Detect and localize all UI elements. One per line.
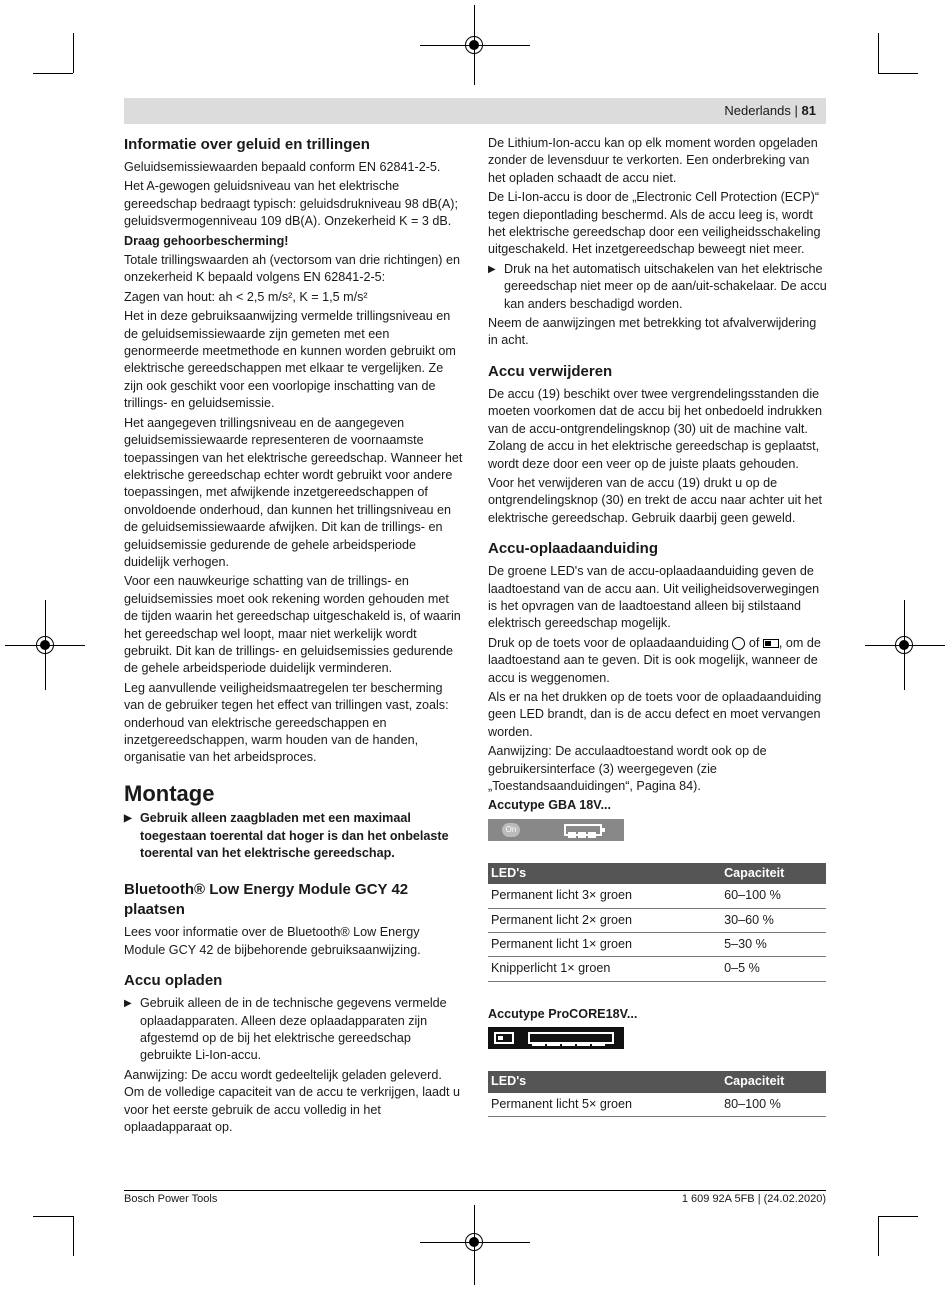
table-cell: Permanent licht 5× groen bbox=[488, 1093, 721, 1117]
crop-mark bbox=[73, 33, 74, 73]
battery-icon bbox=[763, 639, 779, 648]
table-cell: 60–100 % bbox=[721, 884, 826, 908]
table-cell: Knipperlicht 1× groen bbox=[488, 957, 721, 981]
paragraph bbox=[488, 635, 828, 687]
paragraph: Het aangegeven trillingsniveau en de aangegeven geluidsemissiewaarde representeren de voornaamste toepassingen van het elektrische gereedschap. Wanneer het elektrische gereedschap echter wordt gebruikt voor andere toepassingen, met afwijkende inzetgereedschappen of onvoldoende onderhoud, dan kunnen het trillingsniveau en de geluidsemissiewaarde afwijken. Dit kan de trillings- en geluidsemissie gedurende de gehele arbeidsperiode duidelijk verhogen. bbox=[124, 415, 463, 569]
table-cell: 5–30 % bbox=[721, 933, 826, 957]
paragraph: Voor een nauwkeurige schatting van de trillings- en geluidsemissies moet ook rekening worden gehouden met de tijden waarin het gereedschap uitgeschakeld is, of waarin het gereedschap wel loopt, maar niet werkelijk wordt gebruikt. Dit kan de trillings- en geluidsemissies gedurende de gehele arbeidsperiode duidelijk verminderen. bbox=[124, 574, 461, 676]
battery-icon bbox=[494, 1032, 514, 1044]
table-row bbox=[488, 908, 826, 932]
text-fragment: of bbox=[745, 635, 763, 650]
section-title-bluetooth: Bluetooth® Low Energy Module GCY 42 plaatsen bbox=[124, 881, 409, 919]
registration-mark-icon bbox=[36, 636, 54, 654]
charge-level-icon bbox=[528, 1032, 614, 1044]
header-separator: | bbox=[794, 103, 798, 118]
table-row bbox=[488, 884, 826, 908]
on-button-icon: On bbox=[502, 823, 520, 837]
paragraph: Zagen van hout: ah < 2,5 m/s², K = 1,5 m/s² bbox=[124, 289, 368, 304]
section-title-opladen: Accu opladen bbox=[124, 972, 223, 990]
led-table-procore bbox=[488, 1071, 826, 1117]
battery-gauge-illustration bbox=[488, 1027, 624, 1049]
table-row bbox=[488, 957, 826, 981]
paragraph: Als er na het drukken op de toets voor de oplaadaanduiding geen LED brandt, dan is de accu defect en moet vervangen worden. bbox=[488, 689, 822, 739]
paragraph: Geluidsemissiewaarden bepaald conform EN 62841-2-5. bbox=[124, 160, 441, 174]
section-title-geluid: Informatie over geluid en trillingen bbox=[124, 136, 370, 153]
registration-mark-icon bbox=[895, 636, 913, 654]
paragraph: Het in deze gebruiksaanwijzing vermelde trillingsniveau en de geluidsemissiewaarde zijn gemeten met een genormeerde meetmethode en kunnen worden gebruikt om elektrische gereedschappen met elkaar te vergelijken. Ze zijn ook geschikt voor een voorlopige inschatting van de trillings- en geluidsemissie. bbox=[124, 309, 456, 411]
paragraph: Neem de aanwijzingen met betrekking tot afvalverwijdering in acht. bbox=[488, 316, 817, 348]
table-header: Capaciteit bbox=[721, 863, 826, 884]
table-cell: Permanent licht 1× groen bbox=[488, 933, 721, 957]
paragraph: Totale trillingswaarden ah (vectorsom van drie richtingen) en onzekerheid K bepaald volgens EN 62841-2-5: bbox=[124, 253, 460, 285]
table-cell: 30–60 % bbox=[721, 908, 826, 932]
footer-brand: Bosch Power Tools bbox=[124, 1193, 218, 1205]
bullet-item: ▶ Druk na het automatisch uitschakelen van het elektrische gereedschap niet meer op de aan/uit-schakelaar. De accu kan anders beschadigd worden. bbox=[488, 261, 828, 313]
text-fragment: Druk op de toets voor de oplaadaanduiding bbox=[488, 635, 733, 650]
right-column bbox=[488, 135, 828, 1117]
table-row bbox=[488, 1093, 826, 1117]
section-title-oplaadaanduiding: Accu-oplaadaanduiding bbox=[488, 540, 659, 558]
bullet-item: ▶ Gebruik alleen de in de technische gegevens vermelde oplaadapparaten. Alleen deze oplaadapparaten zijn afgestemd op de bij het elektrische gereedschap gebruikte Li-Ion-accu. bbox=[124, 995, 464, 1065]
section-title-verwijderen: Accu verwijderen bbox=[488, 362, 613, 380]
page-header bbox=[124, 98, 826, 124]
table-cell: Permanent licht 3× groen bbox=[488, 884, 721, 908]
text-fragment: , om de laadtoestand aan te geven. Dit is ook mogelijk, wanneer de accu is weggenomen. bbox=[488, 635, 821, 685]
battery-gauge-illustration bbox=[488, 819, 624, 841]
paragraph: De Li-Ion-accu is door de „Electronic Cell Protection (ECP)“ tegen diepontlading beschermd. Als de accu leeg is, wordt het elektrische gereedschap door een veiligheidsschakeling uitgeschakeld. Het inzetgereedschap beweegt niet meer. bbox=[488, 190, 821, 257]
table-cell: 80–100 % bbox=[721, 1093, 826, 1117]
battery-type-label: Accutype ProCORE18V... bbox=[488, 1006, 638, 1021]
footer-divider bbox=[124, 1190, 826, 1191]
crop-mark bbox=[73, 1216, 74, 1256]
table-cell: 0–5 % bbox=[721, 957, 826, 981]
paragraph: Leg aanvullende veiligheidsmaatregelen ter bescherming van de gebruiker tegen het effect van trillingen vast, zoals: onderhoud van elektrische gereedschappen en inzetgereedschappen, warm houden van de handen, organisatie van het arbeidsproces. bbox=[124, 680, 449, 765]
paragraph: Voor het verwijderen van de accu (19) drukt u op de ontgrendelingsknop (30) en trekt de accu naar achter uit het elektrische gereedschap. Gebruik daarbij geen geweld. bbox=[488, 475, 822, 525]
paragraph: De Lithium-Ion-accu kan op elk moment worden opgeladen zonder de levensduur te verkorten. Een onderbreking van het opladen schaadt de accu niet. bbox=[488, 136, 818, 185]
crop-mark bbox=[878, 1216, 918, 1217]
charge-button-icon bbox=[732, 637, 745, 650]
paragraph: De groene LED's van de accu-oplaadaanduiding geven de laadtoestand van de accu aan. Uit veiligheidsoverwegingen is het opvragen van de laadtoestand alleen bij stilstaand elektrisch gereedschap mogelijk. bbox=[488, 564, 820, 631]
paragraph-bold: Draag gehoorbescherming! bbox=[124, 233, 289, 248]
crop-mark bbox=[33, 1216, 73, 1217]
header-text bbox=[724, 103, 816, 118]
led-table-gba bbox=[488, 863, 826, 982]
paragraph: Lees voor informatie over de Bluetooth® Low Energy Module GCY 42 de bijbehorende gebruiksaanwijzing. bbox=[124, 925, 421, 957]
crop-mark bbox=[878, 1216, 879, 1256]
bullet-item: ▶ Gebruik alleen zaagbladen met een maximaal toegestaan toerental dat hoger is dan het onbelaste toerental van het elektrische gereedschap. bbox=[124, 810, 464, 862]
registration-mark-icon bbox=[465, 1233, 483, 1251]
crop-mark bbox=[33, 73, 73, 74]
table-header: Capaciteit bbox=[721, 1071, 826, 1092]
footer-doc-number: 1 609 92A 5FB | (24.02.2020) bbox=[681, 1193, 826, 1205]
table-row bbox=[488, 933, 826, 957]
battery-type-label: Accutype GBA 18V... bbox=[488, 798, 611, 813]
paragraph: Het A-gewogen geluidsniveau van het elektrische gereedschap bedraagt typisch: geluidsdrukniveau 98 dB(A); geluidsvermogenniveau 109 dB(A). Onzekerheid K = 3 dB. bbox=[124, 179, 458, 229]
crop-mark bbox=[878, 33, 879, 73]
table-header: LED's bbox=[488, 863, 721, 884]
paragraph: De accu (19) beschikt over twee vergrendelingsstanden die moeten voorkomen dat de accu bij het onbedoeld indrukken van de accu-ontgrendelingsknop (30) uit de machine valt. Zolang de accu in het elektrische gereedschap is geplaatst, wordt deze door een veer op de juiste plaats gehouden. bbox=[488, 386, 822, 471]
left-column bbox=[124, 135, 464, 1139]
section-title-montage: Montage bbox=[124, 780, 215, 806]
table-header: LED's bbox=[488, 1071, 721, 1092]
note: Aanwijzing: De acculaadtoestand wordt ook op de gebruikersinterface (3) weergegeven (zie „Toestandsaanduidingen“, Pagina 84). bbox=[488, 744, 767, 793]
header-language: Nederlands bbox=[724, 103, 791, 118]
page-number: 81 bbox=[801, 103, 816, 118]
note: Aanwijzing: De accu wordt gedeeltelijk geladen geleverd. Om de volledige capaciteit van de accu te verkrijgen, laadt u voor het eerste gebruik de accu volledig in het oplaadapparaat op. bbox=[124, 1067, 461, 1135]
charge-level-icon bbox=[564, 824, 602, 836]
crop-mark bbox=[878, 73, 918, 74]
registration-mark-icon bbox=[465, 36, 483, 54]
table-cell: Permanent licht 2× groen bbox=[488, 908, 721, 932]
